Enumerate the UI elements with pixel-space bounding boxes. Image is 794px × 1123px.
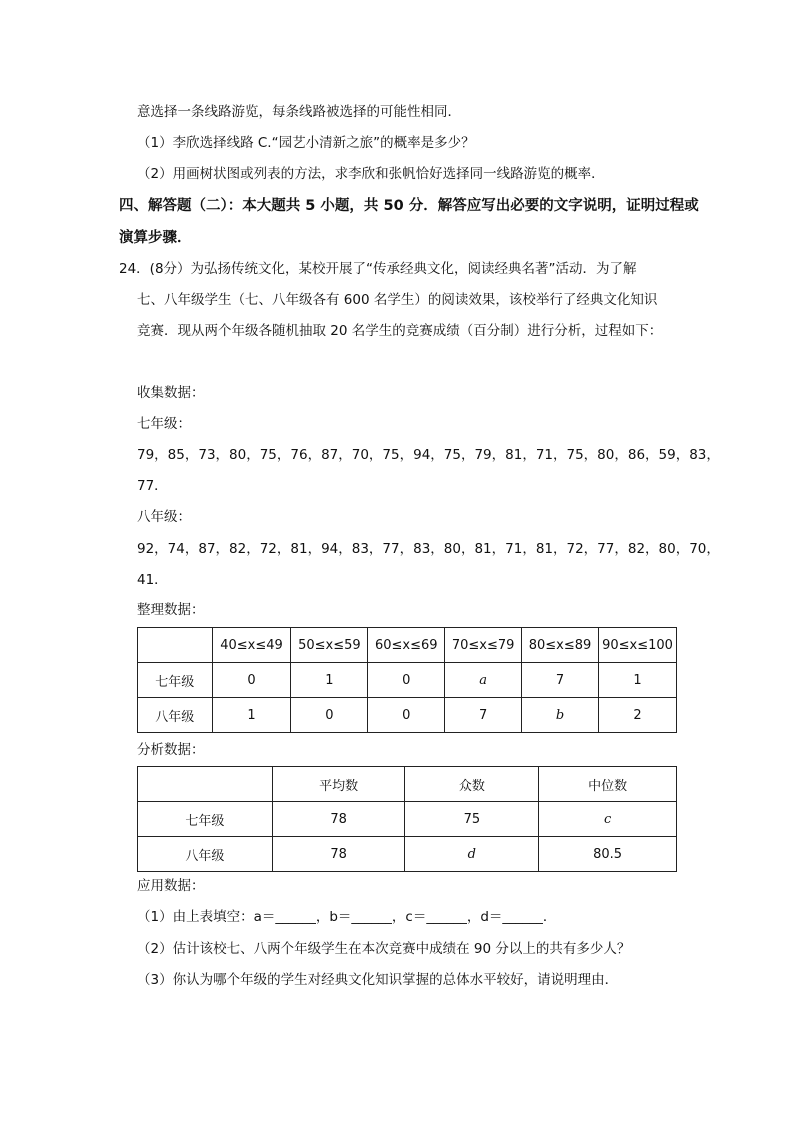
problem-text: 24．(8分）为弘扬传统文化，某校开展了“传承经典文化，阅读经典名著”活动．为了解 <box>119 261 637 277</box>
header-cell: 90≤x≤100 <box>598 628 676 663</box>
table-cell: 1 <box>291 663 368 698</box>
header-cell: 众数 <box>405 767 539 802</box>
question-2: （2）用画树状图或列表的方法，求李欣和张帆恰好选择同一线路游览的概率． <box>137 166 605 182</box>
table-row <box>138 698 677 733</box>
section-heading: 四、解答题（二）：本大题共 5 小题，共 50 分．解答应写出必要的文字说明，证明过程或 <box>119 198 699 214</box>
header-cell: 中位数 <box>539 767 677 802</box>
grade8-data: 92，74，87，82，72，81，94，83，77，83，80，81，71，81，72，77，82，80，70， <box>137 541 720 557</box>
problem-text: 七、八年级学生（七、八年级各有 600 名学生）的阅读效果，该校举行了经典文化知识 <box>137 292 658 308</box>
grade8-label: 八年级： <box>137 509 191 525</box>
table-row <box>138 837 677 872</box>
table-cell: 78 <box>272 837 405 872</box>
row-label: 八年级 <box>138 698 213 733</box>
row-label: 七年级 <box>138 802 273 837</box>
text-line: 意选择一条线路游览，每条线路被选择的可能性相同． <box>137 104 461 120</box>
variable-a: a <box>479 672 488 688</box>
table-cell: 75 <box>405 802 539 837</box>
table-cell: 0 <box>212 663 291 698</box>
table-cell: 0 <box>291 698 368 733</box>
header-cell: 60≤x≤69 <box>368 628 445 663</box>
row-label: 七年级 <box>138 663 213 698</box>
table-row <box>138 663 677 698</box>
table-cell: 7 <box>445 698 522 733</box>
header-cell: 50≤x≤59 <box>291 628 368 663</box>
frequency-table <box>137 627 677 733</box>
variable-b: b <box>555 707 565 723</box>
table-cell <box>445 663 522 698</box>
apply-title: 应用数据： <box>137 878 205 894</box>
header-cell: 70≤x≤79 <box>445 628 522 663</box>
table-cell: 0 <box>368 698 445 733</box>
statistics-table <box>137 766 677 872</box>
header-cell <box>138 628 213 663</box>
problem-text: 竞赛．现从两个年级各随机抽取 20 名学生的竞赛成绩（百分制）进行分析，过程如下： <box>137 323 663 339</box>
organize-title: 整理数据： <box>137 602 205 618</box>
table-header-row <box>138 628 677 663</box>
apply-question-3: （3）你认为哪个年级的学生对经典文化知识掌握的总体水平较好，请说明理由． <box>137 972 619 988</box>
table-cell <box>405 837 539 872</box>
table-cell: 1 <box>212 698 291 733</box>
table-header-row <box>138 767 677 802</box>
table-cell <box>522 698 599 733</box>
apply-question-1: （1）由上表填空：a＝______，b＝______，c＝______，d＝______． <box>137 909 557 925</box>
question-1: （1）李欣选择线路 C.“园艺小清新之旅”的概率是多少？ <box>137 135 475 151</box>
grade8-data: 41． <box>137 572 168 588</box>
collect-title: 收集数据： <box>137 385 205 401</box>
header-cell <box>138 767 273 802</box>
grade7-data: 79，85，73，80，75，76，87，70，75，94，75，79，81，71，75，80，86，59，83， <box>137 447 720 463</box>
table-cell: 0 <box>368 663 445 698</box>
table-cell: 7 <box>522 663 599 698</box>
grade7-data: 77． <box>137 478 168 494</box>
analyze-title: 分析数据： <box>137 742 205 758</box>
grade7-label: 七年级： <box>137 416 191 432</box>
header-cell: 80≤x≤89 <box>522 628 599 663</box>
table-cell: 1 <box>598 663 676 698</box>
variable-d: d <box>467 846 476 862</box>
header-cell: 平均数 <box>272 767 405 802</box>
apply-question-2: （2）估计该校七、八两个年级学生在本次竞赛中成绩在 90 分以上的共有多少人？ <box>137 941 631 957</box>
table-cell <box>539 802 677 837</box>
variable-c: c <box>603 811 612 827</box>
table-cell: 80.5 <box>539 837 677 872</box>
section-heading-cont: 演算步骤． <box>119 230 192 246</box>
table-cell: 2 <box>598 698 676 733</box>
table-cell: 78 <box>272 802 405 837</box>
row-label: 八年级 <box>138 837 273 872</box>
header-cell: 40≤x≤49 <box>212 628 291 663</box>
table-row <box>138 802 677 837</box>
